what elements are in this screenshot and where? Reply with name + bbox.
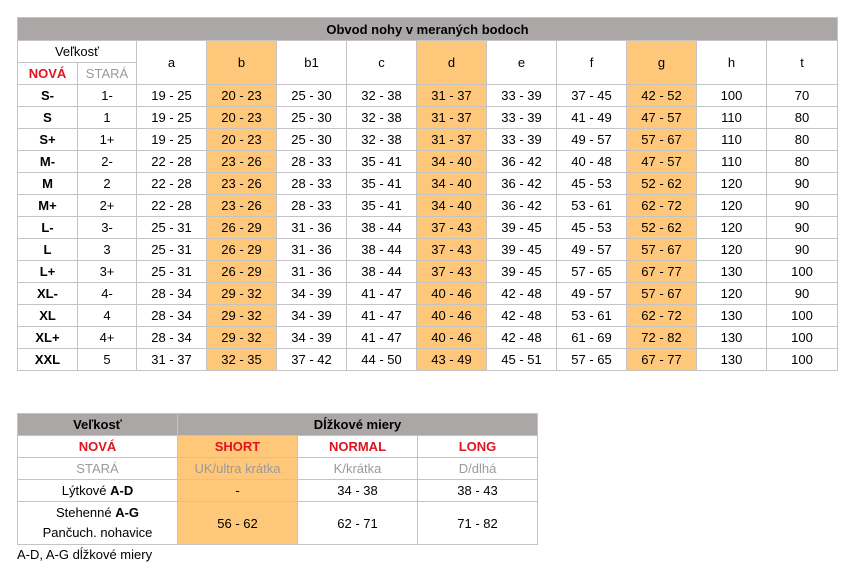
value-cell: 41 - 49	[557, 107, 627, 129]
value-cell: 19 - 25	[137, 85, 207, 107]
value-cell: 34 - 40	[417, 195, 487, 217]
value-cell: 33 - 39	[487, 107, 557, 129]
value-cell: 40 - 46	[417, 305, 487, 327]
table-row	[18, 195, 838, 217]
calf-label-bold: A-D	[110, 483, 134, 498]
old-size-cell: 3-	[78, 217, 137, 239]
value-cell: 36 - 42	[487, 151, 557, 173]
value-cell: 38 - 44	[347, 239, 417, 261]
value-cell: 52 - 62	[627, 217, 697, 239]
value-cell: 45 - 53	[557, 217, 627, 239]
value-cell: 22 - 28	[137, 195, 207, 217]
value-cell: 19 - 25	[137, 107, 207, 129]
value-cell: 31 - 37	[417, 129, 487, 151]
column-header-f: f	[557, 41, 627, 85]
size-header: Veľkosť	[18, 41, 137, 63]
length-value-cell: 56 - 62	[178, 502, 298, 545]
value-cell: 100	[697, 85, 767, 107]
value-cell: 100	[767, 327, 838, 349]
value-cell: 110	[697, 107, 767, 129]
value-cell: 67 - 77	[627, 261, 697, 283]
value-cell: 80	[767, 107, 838, 129]
value-cell: 44 - 50	[347, 349, 417, 371]
value-cell: 130	[697, 349, 767, 371]
length-value-cell: 38 - 43	[418, 480, 538, 502]
value-cell: 25 - 31	[137, 239, 207, 261]
value-cell: 42 - 48	[487, 305, 557, 327]
value-cell: 28 - 33	[277, 195, 347, 217]
value-cell: 57 - 67	[627, 129, 697, 151]
value-cell: 25 - 30	[277, 107, 347, 129]
value-cell: 45 - 51	[487, 349, 557, 371]
value-cell: 45 - 53	[557, 173, 627, 195]
value-cell: 42 - 52	[627, 85, 697, 107]
value-cell: 34 - 40	[417, 173, 487, 195]
table-row	[18, 151, 838, 173]
size-header: Veľkosť	[18, 414, 178, 436]
value-cell: 20 - 23	[207, 85, 277, 107]
old-size-cell: 1-	[78, 85, 137, 107]
value-cell: 32 - 38	[347, 129, 417, 151]
value-cell: 41 - 47	[347, 305, 417, 327]
value-cell: 49 - 57	[557, 129, 627, 151]
value-cell: 130	[697, 261, 767, 283]
value-cell: 62 - 72	[627, 305, 697, 327]
value-cell: 26 - 29	[207, 239, 277, 261]
column-header-h: h	[697, 41, 767, 85]
column-header-e: e	[487, 41, 557, 85]
value-cell: 110	[697, 129, 767, 151]
value-cell: 26 - 29	[207, 217, 277, 239]
value-cell: 57 - 65	[557, 261, 627, 283]
value-cell: 120	[697, 195, 767, 217]
value-cell: 90	[767, 195, 838, 217]
value-cell: 40 - 48	[557, 151, 627, 173]
value-cell: 28 - 34	[137, 305, 207, 327]
value-cell: 100	[767, 305, 838, 327]
value-cell: 33 - 39	[487, 85, 557, 107]
value-cell: 90	[767, 217, 838, 239]
value-cell: 90	[767, 173, 838, 195]
length-new-short: SHORT	[178, 436, 298, 458]
value-cell: 40 - 46	[417, 327, 487, 349]
thigh-label-bold: A-G	[115, 505, 140, 520]
value-cell: 80	[767, 129, 838, 151]
new-size-cell: XXL	[18, 349, 78, 371]
old-size-cell: 2	[78, 173, 137, 195]
length-value-cell: 71 - 82	[418, 502, 538, 545]
value-cell: 33 - 39	[487, 129, 557, 151]
value-cell: 22 - 28	[137, 151, 207, 173]
value-cell: 29 - 32	[207, 327, 277, 349]
value-cell: 28 - 34	[137, 327, 207, 349]
value-cell: 57 - 67	[627, 283, 697, 305]
value-cell: 37 - 43	[417, 239, 487, 261]
length-value-cell: 34 - 38	[298, 480, 418, 502]
value-cell: 28 - 33	[277, 173, 347, 195]
table-row	[18, 261, 838, 283]
value-cell: 47 - 57	[627, 151, 697, 173]
value-cell: 19 - 25	[137, 129, 207, 151]
value-cell: 38 - 44	[347, 261, 417, 283]
value-cell: 110	[697, 151, 767, 173]
old-size-cell: 4	[78, 305, 137, 327]
value-cell: 31 - 36	[277, 217, 347, 239]
value-cell: 35 - 41	[347, 151, 417, 173]
length-old-short: UK/ultra krátka	[178, 458, 298, 480]
length-table	[17, 413, 538, 545]
value-cell: 37 - 43	[417, 217, 487, 239]
value-cell: 53 - 61	[557, 195, 627, 217]
value-cell: 49 - 57	[557, 239, 627, 261]
value-cell: 52 - 62	[627, 173, 697, 195]
value-cell: 62 - 72	[627, 195, 697, 217]
table-body	[18, 85, 838, 371]
value-cell: 36 - 42	[487, 173, 557, 195]
value-cell: 32 - 38	[347, 107, 417, 129]
new-size-cell: S	[18, 107, 78, 129]
old-size-cell: 5	[78, 349, 137, 371]
value-cell: 23 - 26	[207, 173, 277, 195]
thigh-label-line2: Pančuch. nohavice	[42, 525, 153, 540]
value-cell: 31 - 36	[277, 239, 347, 261]
value-cell: 37 - 45	[557, 85, 627, 107]
old-size-cell: 4+	[78, 327, 137, 349]
value-cell: 53 - 61	[557, 305, 627, 327]
column-header-b: b	[207, 41, 277, 85]
column-header-b1: b1	[277, 41, 347, 85]
old-size-cell: 1	[78, 107, 137, 129]
value-cell: 25 - 30	[277, 129, 347, 151]
length-header: Dĺžkové miery	[178, 414, 538, 436]
column-header-a: a	[137, 41, 207, 85]
value-cell: 34 - 39	[277, 327, 347, 349]
old-size-cell: 4-	[78, 283, 137, 305]
value-cell: 34 - 39	[277, 305, 347, 327]
old-size-cell: 3	[78, 239, 137, 261]
value-cell: 29 - 32	[207, 305, 277, 327]
length-old-long: D/dlhá	[418, 458, 538, 480]
new-size-cell: M+	[18, 195, 78, 217]
value-cell: 23 - 26	[207, 151, 277, 173]
value-cell: 80	[767, 151, 838, 173]
value-cell: 20 - 23	[207, 107, 277, 129]
value-cell: 31 - 36	[277, 261, 347, 283]
value-cell: 41 - 47	[347, 327, 417, 349]
value-cell: 25 - 31	[137, 217, 207, 239]
value-cell: 35 - 41	[347, 173, 417, 195]
value-cell: 70	[767, 85, 838, 107]
length-new-normal: NORMAL	[298, 436, 418, 458]
value-cell: 34 - 39	[277, 283, 347, 305]
value-cell: 23 - 26	[207, 195, 277, 217]
value-cell: 47 - 57	[627, 107, 697, 129]
table-row	[18, 349, 838, 371]
value-cell: 20 - 23	[207, 129, 277, 151]
value-cell: 100	[767, 349, 838, 371]
table-row	[18, 129, 838, 151]
length-new-long: LONG	[418, 436, 538, 458]
table-row	[18, 107, 838, 129]
new-size-header: NOVÁ	[18, 63, 78, 85]
column-header-g: g	[627, 41, 697, 85]
value-cell: 120	[697, 173, 767, 195]
value-cell: 37 - 43	[417, 261, 487, 283]
value-cell: 49 - 57	[557, 283, 627, 305]
table-row	[18, 283, 838, 305]
new-size-cell: M	[18, 173, 78, 195]
value-cell: 25 - 30	[277, 85, 347, 107]
value-cell: 43 - 49	[417, 349, 487, 371]
table-title: Obvod nohy v meraných bodoch	[18, 18, 838, 41]
length-value-cell: 62 - 71	[298, 502, 418, 545]
value-cell: 32 - 35	[207, 349, 277, 371]
value-cell: 37 - 42	[277, 349, 347, 371]
new-size-cell: XL-	[18, 283, 78, 305]
new-size-cell: S-	[18, 85, 78, 107]
thigh-row-label	[18, 502, 178, 545]
value-cell: 67 - 77	[627, 349, 697, 371]
old-size-cell: 2+	[78, 195, 137, 217]
value-cell: 29 - 32	[207, 283, 277, 305]
column-header-t: t	[767, 41, 838, 85]
new-size-cell: XL+	[18, 327, 78, 349]
new-size-cell: L-	[18, 217, 78, 239]
column-header-c: c	[347, 41, 417, 85]
value-cell: 42 - 48	[487, 327, 557, 349]
length-old-normal: K/krátka	[298, 458, 418, 480]
new-size-label: NOVÁ	[18, 436, 178, 458]
value-cell: 31 - 37	[137, 349, 207, 371]
value-cell: 90	[767, 239, 838, 261]
value-cell: 100	[767, 261, 838, 283]
value-cell: 35 - 41	[347, 195, 417, 217]
old-size-cell: 3+	[78, 261, 137, 283]
value-cell: 57 - 67	[627, 239, 697, 261]
value-cell: 130	[697, 305, 767, 327]
value-cell: 42 - 48	[487, 283, 557, 305]
value-cell: 120	[697, 283, 767, 305]
calf-label-text: Lýtkové	[61, 483, 111, 498]
table-row	[18, 217, 838, 239]
old-size-cell: 2-	[78, 151, 137, 173]
leg-circumference-table	[17, 17, 838, 371]
table-row	[18, 239, 838, 261]
value-cell: 61 - 69	[557, 327, 627, 349]
new-size-cell: S+	[18, 129, 78, 151]
table-row	[18, 327, 838, 349]
footnote: A-D, A-G dĺžkové miery	[17, 547, 153, 562]
calf-row-label	[18, 480, 178, 502]
value-cell: 39 - 45	[487, 217, 557, 239]
value-cell: 41 - 47	[347, 283, 417, 305]
new-size-cell: L+	[18, 261, 78, 283]
old-size-label: STARÁ	[18, 458, 178, 480]
old-size-header: STARÁ	[78, 63, 137, 85]
value-cell: 72 - 82	[627, 327, 697, 349]
length-value-cell: -	[178, 480, 298, 502]
old-size-cell: 1+	[78, 129, 137, 151]
value-cell: 38 - 44	[347, 217, 417, 239]
thigh-label-text: Stehenné	[55, 505, 116, 520]
table-row	[18, 173, 838, 195]
value-cell: 25 - 31	[137, 261, 207, 283]
column-header-d: d	[417, 41, 487, 85]
value-cell: 28 - 34	[137, 283, 207, 305]
value-cell: 36 - 42	[487, 195, 557, 217]
value-cell: 40 - 46	[417, 283, 487, 305]
value-cell: 120	[697, 239, 767, 261]
value-cell: 22 - 28	[137, 173, 207, 195]
value-cell: 32 - 38	[347, 85, 417, 107]
table-row	[18, 85, 838, 107]
table-row	[18, 305, 838, 327]
value-cell: 28 - 33	[277, 151, 347, 173]
value-cell: 31 - 37	[417, 85, 487, 107]
value-cell: 26 - 29	[207, 261, 277, 283]
new-size-cell: L	[18, 239, 78, 261]
value-cell: 34 - 40	[417, 151, 487, 173]
new-size-cell: M-	[18, 151, 78, 173]
value-cell: 57 - 65	[557, 349, 627, 371]
value-cell: 90	[767, 283, 838, 305]
value-cell: 120	[697, 217, 767, 239]
value-cell: 31 - 37	[417, 107, 487, 129]
value-cell: 39 - 45	[487, 239, 557, 261]
value-cell: 39 - 45	[487, 261, 557, 283]
value-cell: 130	[697, 327, 767, 349]
new-size-cell: XL	[18, 305, 78, 327]
